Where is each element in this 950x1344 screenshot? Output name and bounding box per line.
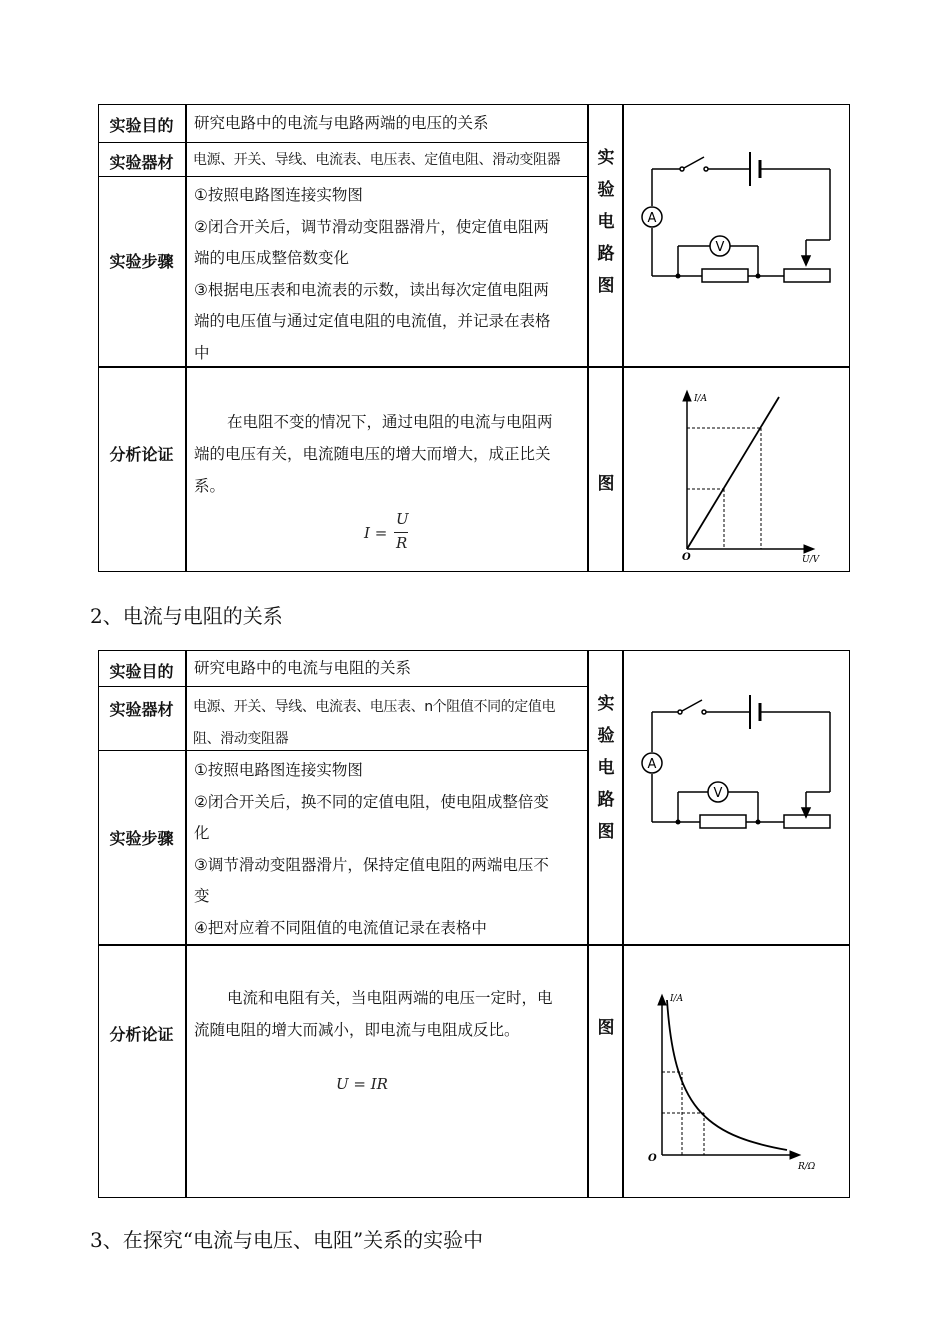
- step-line: ①按照电路图连接实物图: [194, 186, 363, 204]
- x-axis-label: U/V: [802, 555, 820, 565]
- step-line: ①按照电路图连接实物图: [194, 761, 363, 779]
- analysis-label: 分析论证: [109, 1025, 174, 1044]
- graph-current-resistance: [622, 945, 850, 1198]
- x-axis-label: R/Ω: [798, 1162, 816, 1172]
- equipment-text: 电源、开关、导线、电流表、电压表、定值电阻、滑动变阻器: [193, 152, 561, 168]
- circuit-diagram: [622, 104, 850, 366]
- equipment-label: 实验器材: [109, 700, 174, 719]
- step-line: ②闭合开关后，调节滑动变阻器滑片，使定值电阻两: [194, 217, 549, 236]
- step-line: 中: [194, 343, 210, 362]
- analysis-label: 分析论证: [109, 445, 174, 464]
- circuit-label: 实 验 电 路 图: [597, 148, 615, 296]
- y-axis-label: I/A: [670, 994, 684, 1004]
- equipment-label: 实验器材: [109, 153, 174, 172]
- steps-text: [194, 180, 551, 369]
- purpose-label: 实验目的: [109, 116, 174, 135]
- graph-label: 图: [597, 474, 615, 494]
- voltmeter-symbol: V: [715, 240, 725, 255]
- graph-label: 图: [597, 1018, 615, 1038]
- steps-label: 实验步骤: [109, 829, 174, 848]
- circuit-diagram: [622, 650, 850, 944]
- analysis-text: 在电阻不变的情况下，通过电阻的电流与电阻两 端的电压有关，电流随电压的增大而增大，成正比关 系。: [194, 413, 553, 495]
- step-line: 端的电压值与通过定值电阻的电流值，并记录在表格: [194, 312, 551, 330]
- steps-label: 实验步骤: [109, 252, 174, 271]
- step-line: 变: [194, 887, 210, 905]
- purpose-label: 实验目的: [109, 662, 174, 681]
- equipment-text: 电源、开关、导线、电流表、电压表、n个阻值不同的定值电 阻、滑动变阻器: [193, 699, 556, 747]
- formula-ohm: I = U R: [364, 510, 409, 552]
- circuit-label: 实 验 电 路 图: [597, 694, 615, 842]
- origin-label: O: [648, 1153, 657, 1164]
- y-axis-label: I/A: [694, 394, 708, 404]
- step-line: ②闭合开关后，换不同的定值电阻，使电阻成整倍变: [194, 792, 549, 811]
- formula-ohm: U = IR: [336, 1075, 388, 1093]
- step-line: 化: [194, 824, 210, 842]
- step-line: ③调节滑动变阻器滑片，保持定值电阻的两端电压不: [194, 855, 549, 874]
- step-line: ④把对应着不同阻值的电流值记录在表格中: [194, 918, 487, 937]
- ammeter-symbol: A: [647, 757, 657, 772]
- graph-current-voltage: [622, 367, 850, 572]
- section-heading-2: 2、电流与电阻的关系: [90, 604, 283, 628]
- voltmeter-symbol: V: [713, 786, 723, 801]
- purpose-text: 研究电路中的电流与电路两端的电压的关系: [194, 114, 489, 132]
- step-line: 端的电压成整倍数变化: [194, 249, 350, 267]
- section-heading-3: 3、在探究“电流与电压、电阻”关系的实验中: [90, 1228, 484, 1252]
- ammeter-symbol: A: [647, 211, 657, 226]
- origin-label: O: [682, 552, 691, 563]
- purpose-text: 研究电路中的电流与电阻的关系: [194, 659, 412, 677]
- step-line: ③根据电压表和电流表的示数，读出每次定值电阻两: [194, 280, 549, 299]
- steps-text: [194, 755, 549, 944]
- analysis-text: 电流和电阻有关，当电阻两端的电压一定时，电 流随电阻的增大而减小，即电流与电阻成反比。: [194, 989, 553, 1039]
